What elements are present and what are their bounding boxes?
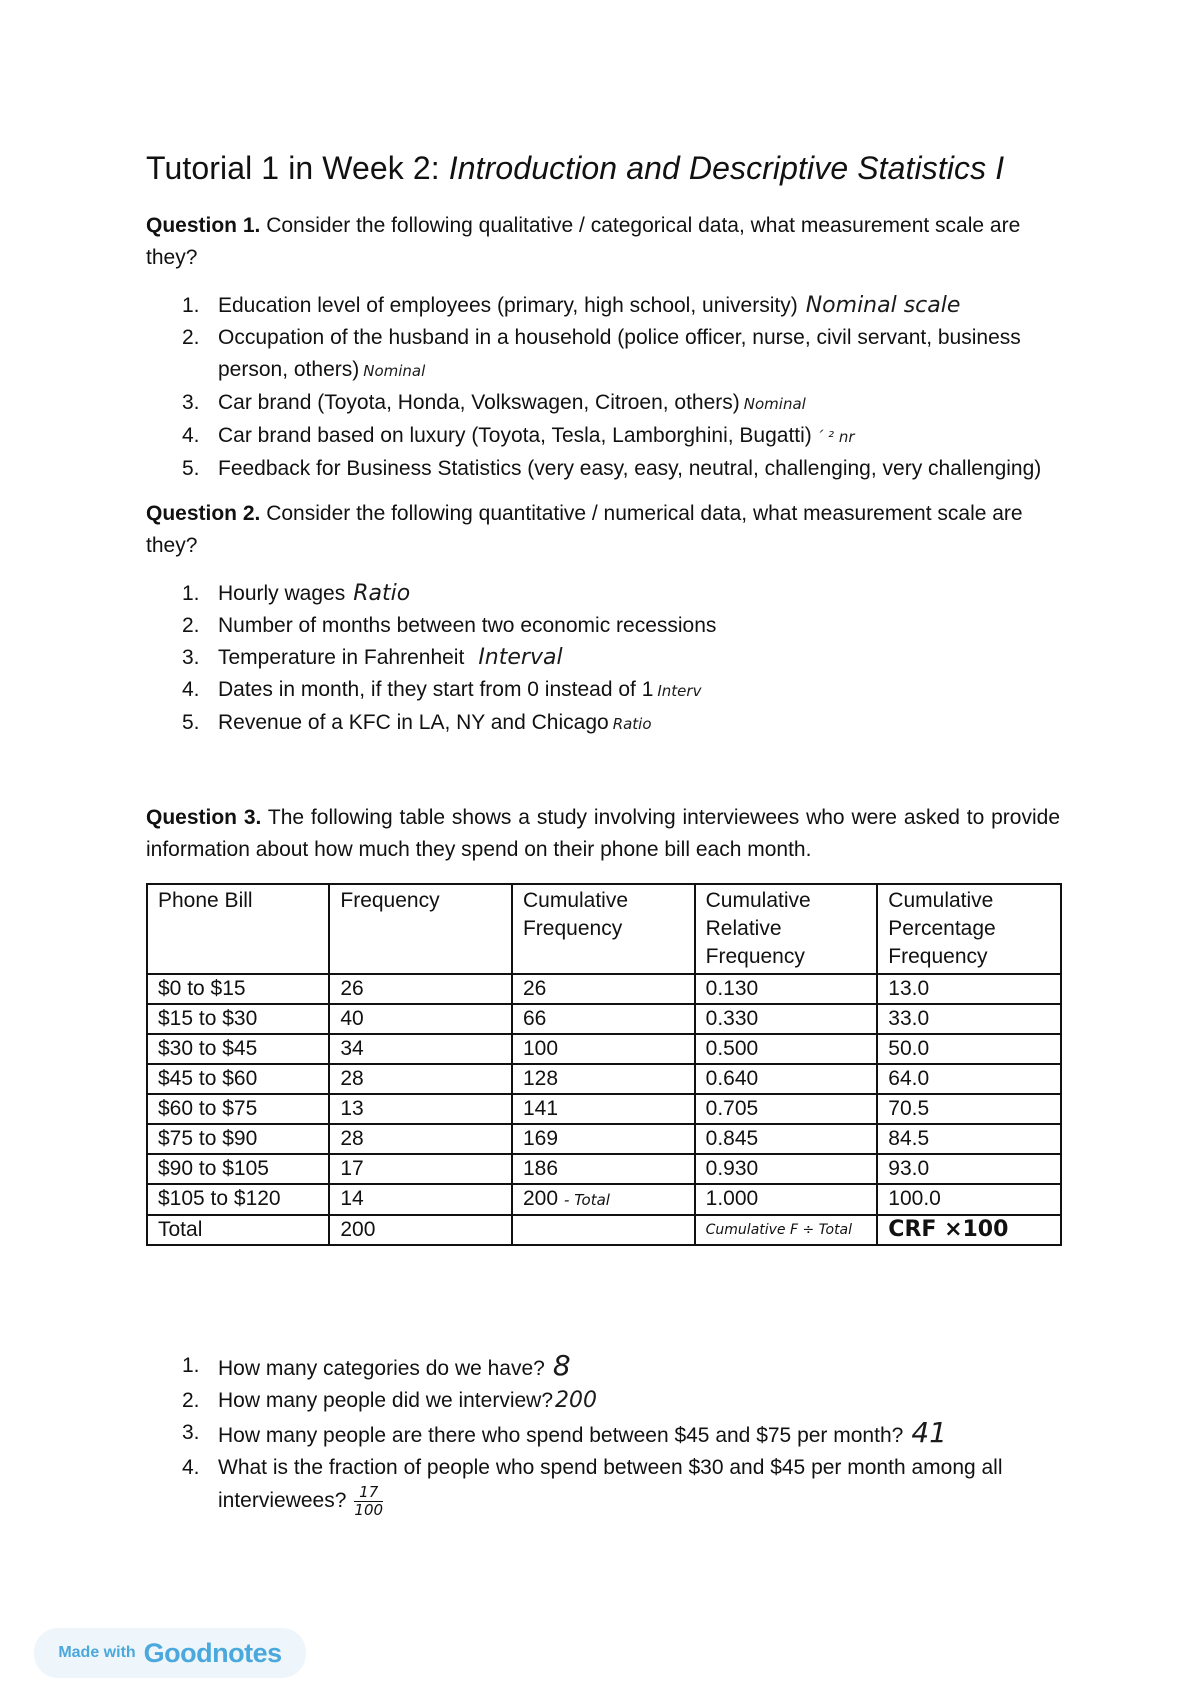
- table-cell: 40: [329, 1004, 512, 1034]
- table-cell: 93.0: [877, 1154, 1061, 1184]
- table-cell: $15 to $30: [147, 1004, 329, 1034]
- handwritten-answer: 8: [552, 1349, 571, 1382]
- table-cell: 13.0: [877, 974, 1061, 1004]
- list-item: [146, 420, 1076, 453]
- table-cell: $0 to $15: [147, 974, 329, 1004]
- table-row: [147, 974, 1061, 1004]
- item-number: 3.: [182, 1421, 200, 1444]
- item-text: How many people are there who spend between $45 and $75 per month?: [218, 1424, 904, 1447]
- table-row: [147, 1184, 1061, 1215]
- table-cell: 1.000: [695, 1184, 878, 1215]
- item-number: 5.: [182, 711, 200, 734]
- list-item: [146, 322, 1076, 387]
- item-number: 1.: [182, 1354, 200, 1377]
- item-text: Hourly wages: [218, 582, 346, 605]
- table-cell: $30 to $45: [147, 1034, 329, 1064]
- list-item: [146, 578, 1076, 610]
- item-text: What is the fraction of people who spend between $30 and $45 per month among all interviewees?: [218, 1456, 1003, 1513]
- table-cell: 70.5: [877, 1094, 1061, 1124]
- table-cell: 33.0: [877, 1004, 1061, 1034]
- handwritten-answer: ´ ² nr: [815, 428, 855, 446]
- badge-brand: Goodnotes: [143, 1637, 282, 1668]
- list-item: [146, 1385, 1076, 1417]
- question-1-prompt: [146, 210, 1060, 274]
- question-3-prompt: [146, 802, 1060, 866]
- list-item: [146, 387, 1076, 420]
- table-cell: 26: [329, 974, 512, 1004]
- item-number: 5.: [182, 457, 200, 480]
- goodnotes-badge: [34, 1628, 306, 1678]
- question-1-text: Consider the following qualitative / categorical data, what measurement scale are they?: [146, 214, 1021, 269]
- table-cell: 17: [329, 1154, 512, 1184]
- question-3-list: [146, 1350, 1076, 1519]
- table-cell: 28: [329, 1064, 512, 1094]
- question-2-label: Question 2.: [146, 502, 261, 525]
- table-cell: 66: [512, 1004, 695, 1034]
- column-header: Cumulative Frequency: [512, 884, 695, 974]
- item-number: 4.: [182, 678, 200, 701]
- question-2-list: [146, 578, 1076, 740]
- table-cell: 0.330: [695, 1004, 878, 1034]
- list-item: [146, 1350, 1076, 1385]
- item-text: Feedback for Business Statistics (very easy, easy, neutral, challenging, very challenging): [218, 457, 1042, 480]
- phone-bill-table: [146, 883, 1062, 1246]
- question-3-text: The following table shows a study involving interviewees who were asked to provide information about how much they spend on their phone bill each month.: [146, 806, 1060, 861]
- fraction-numerator: 17: [354, 1484, 383, 1502]
- item-number: 2.: [182, 326, 200, 349]
- column-header: Cumulative Relative Frequency: [695, 884, 878, 974]
- question-2-prompt: [146, 498, 1060, 562]
- table-cell: 186: [512, 1154, 695, 1184]
- column-header: Cumulative Percentage Frequency: [877, 884, 1061, 974]
- table-row: [147, 1094, 1061, 1124]
- table-cell: 141: [512, 1094, 695, 1124]
- item-text: Temperature in Fahrenheit: [218, 646, 465, 669]
- table-row: [147, 1124, 1061, 1154]
- handwritten-answer: Nominal: [363, 362, 426, 380]
- item-text: Dates in month, if they start from 0 instead of 1: [218, 678, 654, 701]
- item-number: 2.: [182, 614, 200, 637]
- fraction-denominator: 100: [354, 1501, 384, 1519]
- table-cell: 0.845: [695, 1124, 878, 1154]
- table-cell: 0.640: [695, 1064, 878, 1094]
- list-item: [146, 642, 1076, 674]
- item-number: 1.: [182, 294, 200, 317]
- handwritten-note: CRF ×100: [877, 1215, 1061, 1245]
- table-cell: [512, 1215, 695, 1245]
- column-header: Frequency: [329, 884, 512, 974]
- table-cell: 169: [512, 1124, 695, 1154]
- table-cell: 100.0: [877, 1184, 1061, 1215]
- table-cell: 13: [329, 1094, 512, 1124]
- table-cell: Total: [147, 1215, 329, 1245]
- item-text: Occupation of the husband in a household (police officer, nurse, civil servant, business person, others): [218, 326, 1021, 381]
- page-title: [146, 150, 1004, 187]
- question-1-label: Question 1.: [146, 214, 261, 237]
- handwritten-answer: Ratio: [353, 581, 411, 606]
- item-text: How many people did we interview?: [218, 1389, 554, 1412]
- item-text: Education level of employees (primary, high school, university): [218, 294, 798, 317]
- item-text: Car brand based on luxury (Toyota, Tesla, Lamborghini, Bugatti): [218, 424, 812, 447]
- item-text: Number of months between two economic recessions: [218, 614, 717, 637]
- title-prefix: Tutorial 1 in Week 2:: [146, 150, 449, 186]
- table-cell: 128: [512, 1064, 695, 1094]
- table-cell: 84.5: [877, 1124, 1061, 1154]
- table-cell: $60 to $75: [147, 1094, 329, 1124]
- title-topic: Introduction and Descriptive Statistics I: [448, 150, 1005, 186]
- table-cell: 0.705: [695, 1094, 878, 1124]
- question-2-text: Consider the following quantitative / numerical data, what measurement scale are they?: [146, 502, 1023, 557]
- table-cell: $75 to $90: [147, 1124, 329, 1154]
- badge-made-with: Made with: [58, 1644, 136, 1661]
- list-item: [146, 674, 1076, 707]
- item-text: How many categories do we have?: [218, 1357, 545, 1380]
- column-header: Phone Bill: [147, 884, 329, 974]
- table-cell: 100: [512, 1034, 695, 1064]
- list-item: [146, 1452, 1076, 1519]
- handwritten-answer: 41: [911, 1416, 947, 1449]
- handwritten-note: Cumulative F ÷ Total: [695, 1215, 878, 1245]
- handwritten-answer: Nominal: [743, 395, 806, 413]
- handwritten-fraction: [354, 1484, 383, 1519]
- table-cell: 0.930: [695, 1154, 878, 1184]
- table-cell: 28: [329, 1124, 512, 1154]
- table-cell: $90 to $105: [147, 1154, 329, 1184]
- table-row: [147, 1154, 1061, 1184]
- item-number: 3.: [182, 391, 200, 414]
- handwritten-answer: 200: [555, 1388, 598, 1413]
- handwritten-answer: Nominal scale: [805, 293, 961, 318]
- table-cell: 0.500: [695, 1034, 878, 1064]
- list-item: [146, 453, 1076, 485]
- table-cell: 26: [512, 974, 695, 1004]
- list-item: [146, 707, 1076, 740]
- table-cell: 50.0: [877, 1034, 1061, 1064]
- table-cell: 34: [329, 1034, 512, 1064]
- item-number: 4.: [182, 1456, 200, 1479]
- table-row: [147, 1034, 1061, 1064]
- item-text: Revenue of a KFC in LA, NY and Chicago: [218, 711, 609, 734]
- table-row: [147, 1064, 1061, 1094]
- question-1-list: [146, 290, 1076, 485]
- list-item: [146, 290, 1076, 322]
- table-header-row: [147, 884, 1061, 974]
- cell-value: 200: [522, 1187, 559, 1210]
- item-number: 2.: [182, 1389, 200, 1412]
- handwritten-answer: Interv: [657, 682, 702, 700]
- table-cell: 64.0: [877, 1064, 1061, 1094]
- list-item: [146, 1417, 1076, 1452]
- handwritten-answer: Interval: [478, 645, 563, 670]
- question-3-label: Question 3.: [146, 806, 262, 829]
- table-total-row: [147, 1215, 1061, 1245]
- item-number: 3.: [182, 646, 200, 669]
- item-number: 1.: [182, 582, 200, 605]
- item-text: Car brand (Toyota, Honda, Volkswagen, Citroen, others): [218, 391, 740, 414]
- table-row: [147, 1004, 1061, 1034]
- handwritten-answer: Ratio: [612, 715, 652, 733]
- table-cell: 200: [329, 1215, 512, 1245]
- table-cell: $45 to $60: [147, 1064, 329, 1094]
- item-number: 4.: [182, 424, 200, 447]
- table-cell: 0.130: [695, 974, 878, 1004]
- table-cell: $105 to $120: [147, 1184, 329, 1215]
- table-cell: [512, 1184, 695, 1215]
- table-cell: 14: [329, 1184, 512, 1215]
- handwritten-note: - Total: [564, 1191, 610, 1209]
- list-item: [146, 610, 1076, 642]
